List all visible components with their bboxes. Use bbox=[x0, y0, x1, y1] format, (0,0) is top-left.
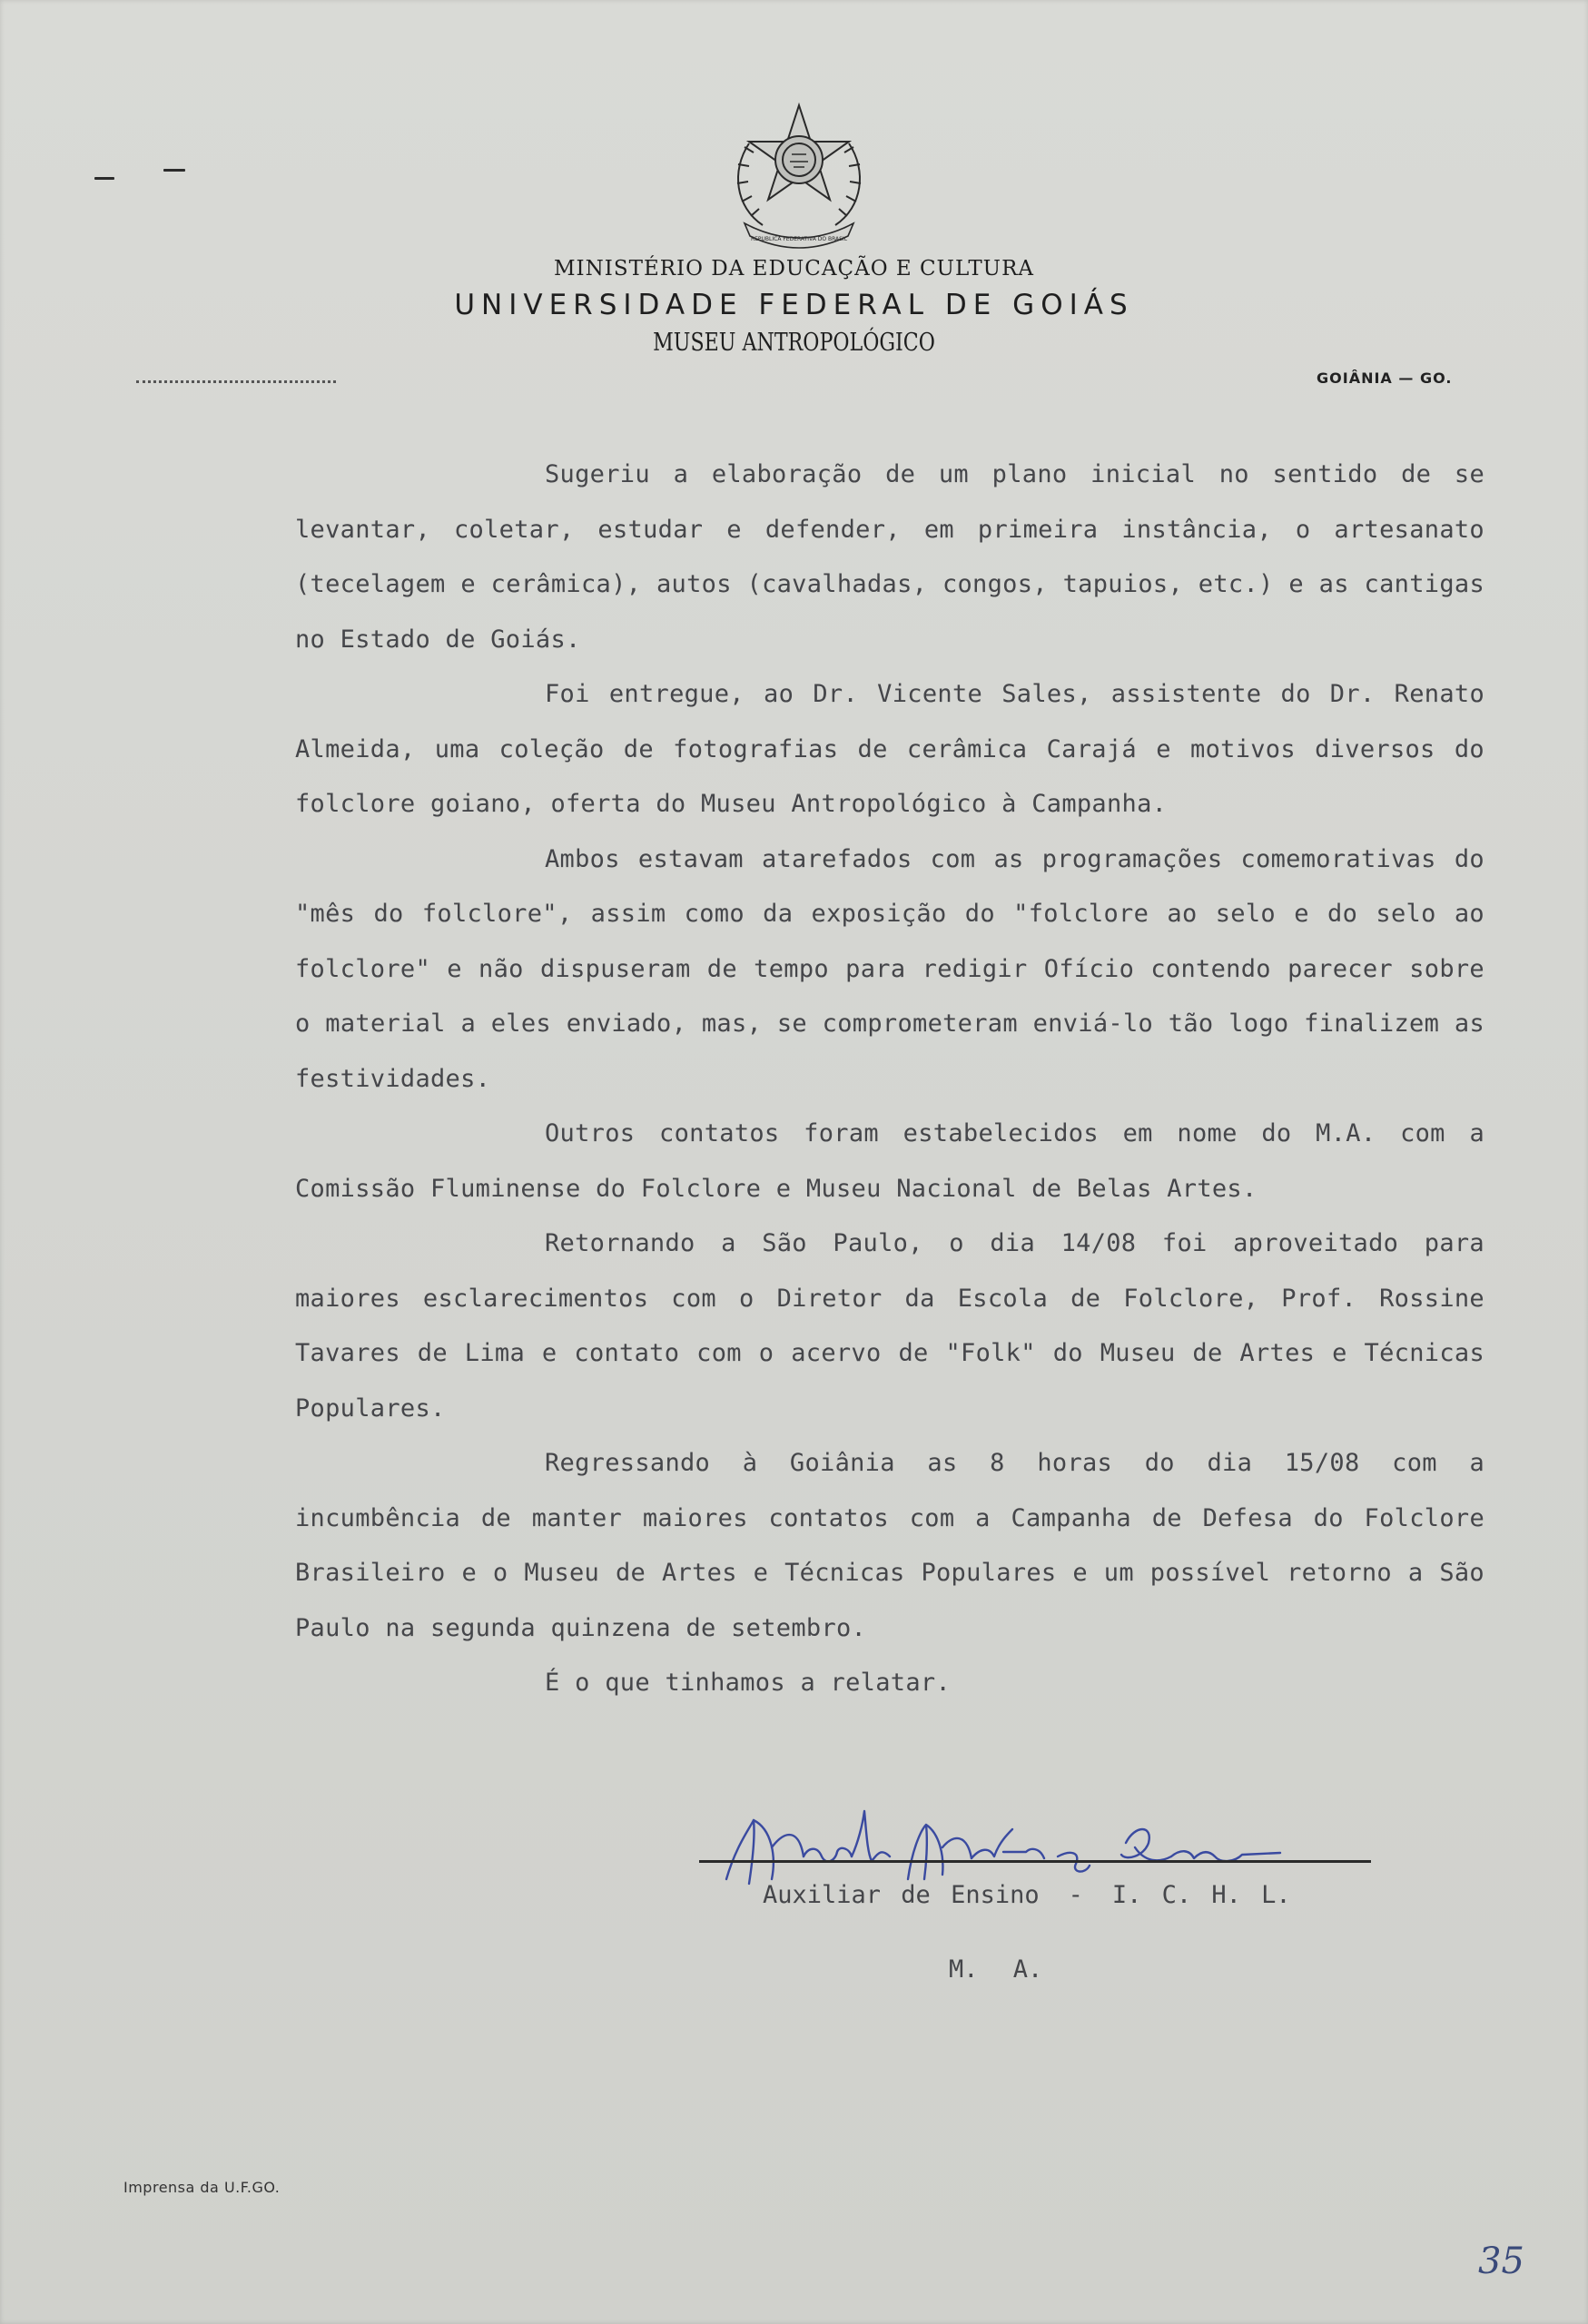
paragraph: Foi entregue, ao Dr. Vicente Sales, assistente do Dr. Renato Almeida, uma coleção de fotografias de cerâmica Carajá e motivos diversos do folclore goiano, oferta do Museu Antropológico à Campanha. bbox=[295, 680, 1484, 818]
place-line: GOIÂNIA — GO. bbox=[1317, 369, 1453, 387]
page-number: 35 bbox=[1478, 2240, 1524, 2282]
paragraph: Sugeriu a elaboração de um plano inicial no sentido de se levantar, coletar, estudar e defender, em primeira instância, o artesanato (tecelagem e cerâmica), autos (cavalhadas, congos, tapuios, etc.) e as cantigas no Estado de Goiás. bbox=[295, 460, 1484, 654]
margin-mark bbox=[94, 177, 114, 180]
paragraph: É o que tinhamos a relatar. bbox=[545, 1669, 951, 1697]
signatory-role: Auxiliar de Ensino bbox=[763, 1881, 1040, 1909]
imprint-footer: Imprensa da U.F.GO. bbox=[123, 2179, 281, 2196]
letter-body bbox=[295, 448, 1484, 1711]
role-separator: - bbox=[1068, 1881, 1083, 1909]
ministry-name: MINISTÉRIO DA EDUCAÇÃO E CULTURA bbox=[554, 257, 1034, 281]
university-name: UNIVERSIDADE FEDERAL DE GOIÁS bbox=[454, 289, 1134, 321]
signatory-role-line bbox=[763, 1881, 1291, 1909]
paragraph: Retornando a São Paulo, o dia 14/08 foi aproveitado para maiores esclarecimentos com o Diretor da Escola de Folclore, Prof. Rossine Tavares de Lima e contato com o acervo de "Folk" do Museu de Artes e Técnicas Populares. bbox=[295, 1229, 1484, 1423]
handwritten-signature bbox=[699, 1793, 1371, 1893]
emblem-inscription: REPUBLICA FEDERATIVA DO BRASIL bbox=[750, 236, 848, 242]
paragraph: Ambos estavam atarefados com as programações comemorativas do "mês do folclore", assim como da exposição do "folclore ao selo e do selo ao folclore" e não dispuseram de tempo para redigir Ofício contendo parecer sobre o material a eles enviado, mas, se comprometeram enviá-lo tão logo finalizem as festividades. bbox=[295, 844, 1484, 1093]
margin-mark bbox=[163, 169, 185, 172]
reference-dotted-line bbox=[136, 380, 336, 383]
signature-line bbox=[699, 1860, 1371, 1863]
museum-name: MUSEU ANTROPOLÓGICO bbox=[653, 329, 935, 357]
paragraph: Outros contatos foram estabelecidos em nome do M.A. com a Comissão Fluminense do Folclore e Museu Nacional de Belas Artes. bbox=[295, 1119, 1484, 1203]
signatory-institute: I. C. H. L. bbox=[1111, 1881, 1291, 1909]
paragraph: Regressando à Goiânia as 8 horas do dia 15/08 com a incumbência de manter maiores contatos com a Campanha de Defesa do Folclore Brasileiro e o Museu de Artes e Técnicas Populares e um possível retorno a São Paulo na segunda quinzena de setembro. bbox=[295, 1449, 1484, 1642]
signatory-unit: M. A. bbox=[949, 1955, 1043, 1984]
coat-of-arms-emblem bbox=[726, 98, 872, 252]
